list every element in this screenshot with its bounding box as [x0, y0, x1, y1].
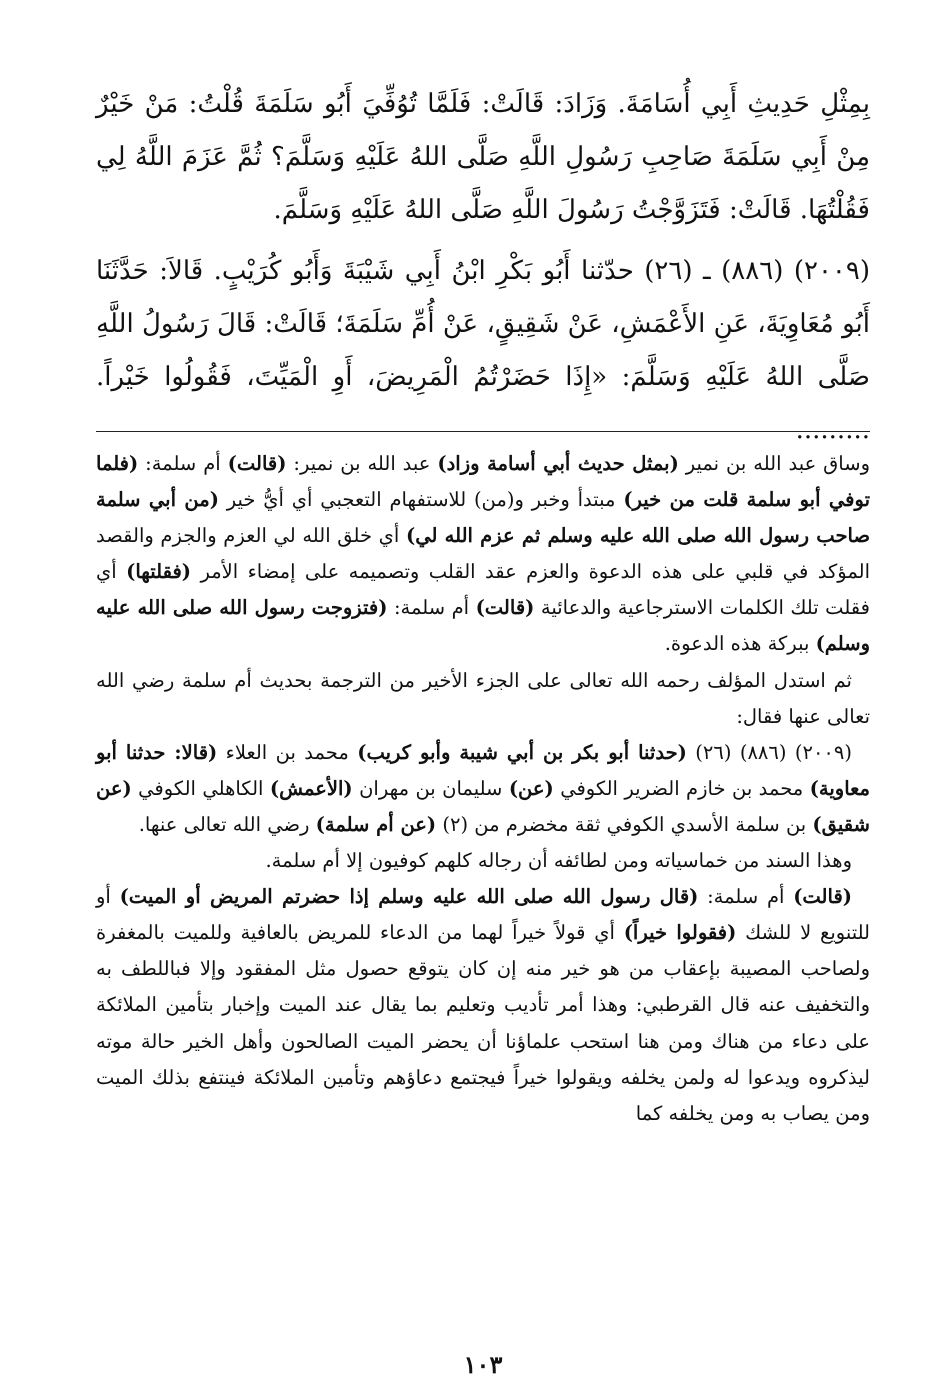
commentary-paragraph-5 [96, 879, 870, 1132]
bold-quote-segment: (عن أم سلمة) [315, 812, 437, 836]
bold-quote-segment: (فلما توفي أبو سلمة قلت من خير) [96, 452, 870, 512]
bold-quote-segment: (الأعمش) [269, 776, 353, 800]
text-segment: أو للتنويع لا للشك [96, 885, 870, 945]
text-segment: أم سلمة: [698, 885, 794, 909]
bold-quote-segment: (قالا: حدثنا أبو معاوية) [96, 740, 870, 800]
bold-quote-segment: (حدثنا أبو بكر بن أبي شيبة وأبو كريب) [357, 740, 687, 764]
page-number: ١٠٣ [463, 1350, 503, 1379]
text-segment: محمد بن خازم الضرير الكوفي [553, 776, 810, 800]
commentary-paragraph-4 [96, 843, 870, 879]
bold-quote-segment: (بمثل حديث أبي أسامة وزاد) [437, 452, 679, 475]
text-segment: محمد بن العلاء [217, 740, 358, 764]
text-segment: عبد الله بن نمير: [286, 452, 438, 475]
text-segment: (٢٠٠٩) (٨٨٦) (٢٦) [686, 740, 852, 764]
text-segment: سليمان بن مهران [352, 776, 509, 800]
bold-quote-segment: (من أبي سلمة صاحب رسول الله صلى الله عليه وسلم ثم عزم الله لي) [96, 488, 871, 548]
bold-quote-segment: (فقلتها) [126, 560, 192, 584]
text-segment: الكاهلي الكوفي [131, 776, 270, 800]
bold-quote-segment: (عن) [508, 776, 554, 800]
bold-quote-segment: (قالت) [475, 596, 535, 620]
text-segment: ثم استدل المؤلف رحمه الله تعالى على الجزء الأخير من الترجمة بحديث أم سلمة رضي الله تعالى عنها فقال: [96, 668, 870, 728]
hadith-paragraph-1: بِمِثْلِ حَدِيثِ أَبِي أُسَامَةَ. وَزَادَ: قَالَتْ: فَلَمَّا تُوُفِّيَ أَبُو سَلَمَةَ قُلْتُ: مَنْ خَيْرٌ مِنْ أَبِي سَلَمَةَ صَاحِبِ رَسُولِ اللَّهِ صَلَّى اللهُ عَلَيْهِ وَسَلَّمَ؟ ثُمَّ عَزَمَ اللَّهُ لِي فَقُلْتُهَا. قَالَتْ: فَتَزَوَّجْتُ رَسُولَ اللَّهِ صَلَّى اللهُ عَلَيْهِ وَسَلَّمَ. [96, 89, 870, 225]
footnote-divider [96, 431, 870, 432]
commentary-block [96, 446, 870, 1132]
text-segment: أم سلمة: [138, 452, 228, 475]
bold-quote-segment: (عن شقيق) [96, 776, 870, 836]
text-segment: أم سلمة: [387, 596, 476, 620]
text-segment: رضي الله تعالى عنها. [138, 812, 316, 836]
hadith-paragraph-2: (٢٠٠٩) (٨٨٦) ـ (٢٦) حدّثنا أَبُو بَكْرِ ابْنُ أَبِي شَيْبَةَ وَأَبُو كُرَيْبٍ. قَالاَ: حَدَّثَنَا أَبُو مُعَاوِيَةَ، عَنِ الأَعْمَشِ، عَنْ شَقِيقٍ، عَنْ أُمِّ سَلَمَةَ؛ قَالَتْ: قَالَ رَسُولُ اللَّهِ صَلَّى اللهُ عَلَيْهِ وَسَلَّمَ: «إِذَا حَضَرْتُمُ الْمَرِيضَ، أَوِ الْمَيِّتَ، فَقُولُوا خَيْراً. ......... [96, 256, 870, 445]
text-segment: أي فقلت تلك الكلمات الاسترجاعية والدعائية [96, 560, 870, 620]
bold-quote-segment: (فقولوا خيراً) [623, 921, 737, 945]
bold-quote-segment: (قالت) [793, 885, 852, 909]
text-segment: وساق عبد الله بن نمير [678, 452, 870, 475]
commentary-paragraph-1 [96, 446, 870, 663]
commentary-paragraph-3 [96, 735, 870, 843]
text-segment: بن سلمة الأسدي الكوفي ثقة مخضرم من (٢) [436, 812, 813, 836]
text-segment: مبتدأ وخبر و(من) للاستفهام التعجبي أي أيُّ خير [218, 488, 624, 512]
bold-quote-segment: (فتزوجت رسول الله صلى الله عليه وسلم) [96, 596, 870, 656]
text-segment: أي خلق الله لي العزم والجزم والقصد المؤكد في قلبي على هذه الدعوة والعزم عقد القلب وتصميمه على إمضاء الأمر [96, 524, 870, 584]
commentary-paragraph-2 [96, 663, 870, 735]
bold-quote-segment: (قالت) [227, 452, 287, 475]
bold-quote-segment: (قال رسول الله صلى الله عليه وسلم إذا حضرتم المريض أو الميت) [119, 885, 699, 909]
text-segment: أي قولاً خيراً لهما من الدعاء للمريض بالعافية وللميت بالمغفرة ولصاحب المصيبة بإعقاب من هو خير منه إن كان يتوقع حصول مثل المفقود وإلا فباللطف به والتخفيف عنه قال القرطبي: وهذا أمر تأديب وتعليم بما يقال عند الميت وإخبار بتأمين الملائكة على دعاء من هناك ومن هنا استحب علماؤنا أن يحضر الميت الصالحون وأهل الخير حالة موته ليذكروه ويدعوا له ولمن يخلفه ويقولوا خيراً فيجتمع دعاؤهم وتأمين الملائكة فينتفع بذلك الميت ومن يصاب به ومن يخلفه كما [96, 921, 870, 1125]
hadith-text-block [96, 78, 870, 457]
book-page [96, 78, 871, 1379]
text-segment: ببركة هذه الدعوة. [664, 632, 816, 656]
text-segment: وهذا السند من خماسياته ومن لطائفه أن رجاله كلهم كوفيون إلا أم سلمة. [265, 849, 852, 873]
